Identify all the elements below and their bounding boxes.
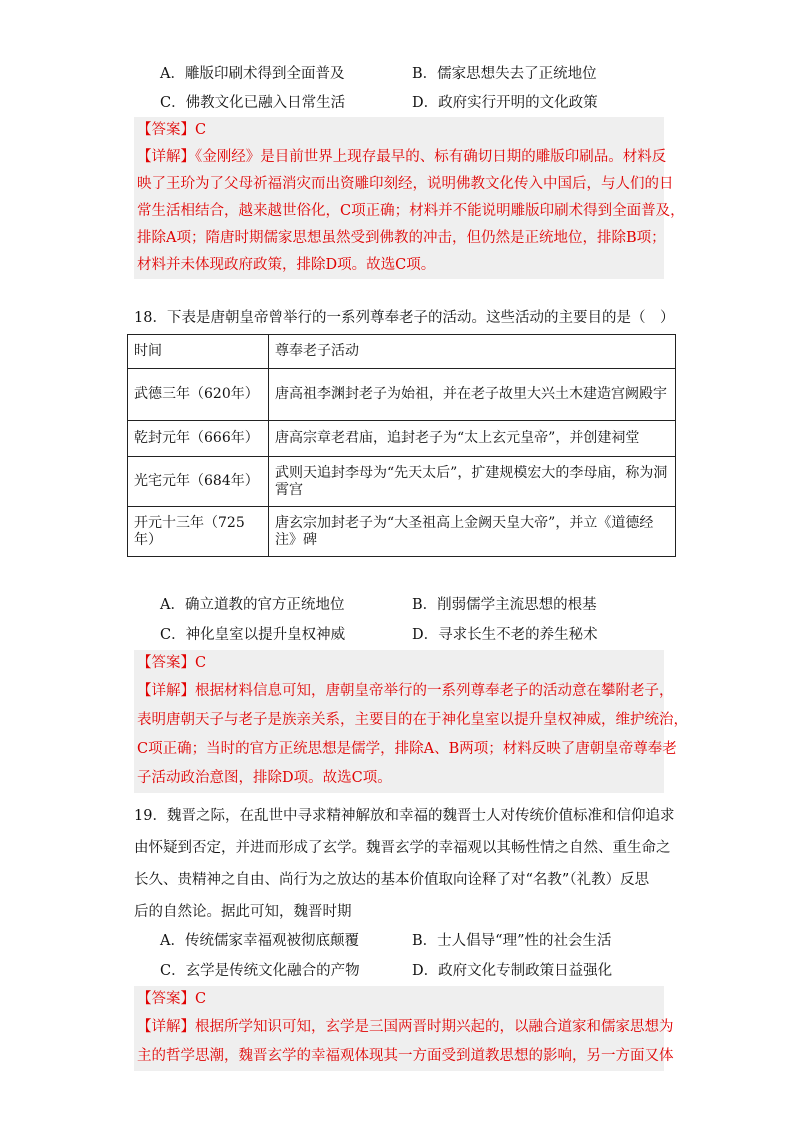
q19-option-c: C．玄学是传统文化融合的产物 bbox=[160, 963, 360, 979]
table-row bbox=[128, 421, 676, 457]
q17-option-d: D．政府实行开明的文化政策 bbox=[412, 95, 598, 111]
q18-option-c: C．神化皇室以提升皇权神威 bbox=[160, 627, 346, 643]
q17-detail-line: 排除A项；隋唐时期儒家思想虽然受到佛教的冲击，但仍然是正统地位，排除B项； bbox=[137, 230, 666, 246]
q19-stem bbox=[134, 800, 674, 928]
q19-detail-line: 主的哲学思潮，魏晋玄学的幸福观体现其一方面受到道教思想的影响，另一方面又体 bbox=[137, 1048, 674, 1064]
q19-answer: 【答案】C bbox=[137, 991, 207, 1007]
table-cell-time: 乾封元年（666年） bbox=[128, 421, 269, 457]
q19-option-d: D．政府文化专制政策日益强化 bbox=[412, 963, 613, 979]
q18-answer: 【答案】C bbox=[137, 655, 207, 671]
table-header-activity: 尊奉老子活动 bbox=[269, 335, 676, 369]
table-row bbox=[128, 507, 676, 557]
q19-option-row-1 bbox=[0, 926, 800, 952]
table-cell-time: 光宅元年（684年） bbox=[128, 457, 269, 507]
q17-detail-line: 映了王玠为了父母祈福消灾而出资雕印刻经，说明佛教文化传入中国后，与人们的日 bbox=[137, 176, 674, 192]
q19-option-a: A．传统儒家幸福观被彻底颠覆 bbox=[160, 933, 359, 949]
q18-option-a: A．确立道教的官方正统地位 bbox=[160, 597, 345, 613]
table-cell-activity: 武则天追封李母为“先天太后”，扩建规模宏大的李母庙，称为洞霄宫 bbox=[269, 457, 676, 507]
q18-stem bbox=[134, 302, 674, 334]
q17-detail-line: 材料并未体现政府政策，排除D项。故选C项。 bbox=[137, 257, 436, 273]
q19-answer-block bbox=[134, 986, 674, 1071]
table-cell-activity: 唐玄宗加封老子为“大圣祖高上金阙天皇大帝”，并立《道德经注》碑 bbox=[269, 507, 676, 557]
q18-option-b: B．削弱儒学主流思想的根基 bbox=[412, 597, 597, 613]
q17-option-c: C．佛教文化已融入日常生活 bbox=[160, 95, 346, 111]
q19-detail-line: 【详解】根据所学知识可知，玄学是三国两晋时期兴起的，以融合道家和儒家思想为 bbox=[137, 1019, 674, 1035]
q18-stem-line: 18．下表是唐朝皇帝曾举行的一系列尊奉老子的活动。这些活动的主要目的是（ ） bbox=[134, 310, 675, 326]
q18-option-row-1 bbox=[0, 590, 800, 616]
q19-stem-line: 由怀疑到否定，并进而形成了玄学。魏晋玄学的幸福观以其畅性情之自然、重生命之 bbox=[134, 840, 671, 856]
q17-answer: 【答案】C bbox=[137, 122, 207, 138]
q17-option-row-1 bbox=[0, 59, 800, 85]
q19-stem-line: 后的自然论。据此可知，魏晋时期 bbox=[134, 904, 352, 920]
q18-option-d: D．寻求长生不老的养生秘术 bbox=[412, 627, 598, 643]
q17-detail-line: 【详解】《金刚经》是目前世界上现存最早的、标有确切日期的雕版印刷品。材料反 bbox=[137, 149, 667, 165]
q19-stem-line: 19．魏晋之际，在乱世中寻求精神解放和幸福的魏晋士人对传统价值标准和信仰追求 bbox=[134, 808, 675, 824]
q19-option-row-2 bbox=[0, 956, 800, 982]
q18-detail-line: 子活动政治意图，排除D项。故选C项。 bbox=[137, 770, 392, 786]
q19-option-b: B．士人倡导“理”性的社会生活 bbox=[412, 933, 612, 949]
q18-detail-line: 表明唐朝天子与老子是族亲关系，主要目的在于神化皇室以提升皇权神威，维护统治， bbox=[137, 712, 688, 728]
q19-stem-line: 长久、贵精神之自由、尚行为之放达的基本价值取向诠释了对“名教”（礼教）反思 bbox=[134, 872, 650, 888]
q17-option-a: A．雕版印刷术得到全面普及 bbox=[160, 66, 345, 82]
q18-option-row-2 bbox=[0, 620, 800, 646]
table-row bbox=[128, 457, 676, 507]
table-cell-activity: 唐高宗章老君庙，追封老子为“太上玄元皇帝”，并创建祠堂 bbox=[269, 421, 676, 457]
q18-detail-line: 【详解】根据材料信息可知，唐朝皇帝举行的一系列尊奉老子的活动意在攀附老子， bbox=[137, 683, 674, 699]
q18-answer-block bbox=[134, 650, 688, 793]
table-header-row bbox=[128, 335, 676, 369]
q17-option-row-2 bbox=[0, 88, 800, 114]
q17-detail-line: 常生活相结合，越来越世俗化，C项正确；材料并不能说明雕版印刷术得到全面普及， bbox=[137, 203, 685, 219]
table-row bbox=[128, 369, 676, 421]
table-cell-time: 开元十三年（725年） bbox=[128, 507, 269, 557]
q18-table bbox=[127, 334, 676, 557]
table-cell-activity: 唐高祖李渊封老子为始祖，并在老子故里大兴土木建造宫阙殿宇 bbox=[269, 369, 676, 421]
table-cell-time: 武德三年（620年） bbox=[128, 369, 269, 421]
table-header-time: 时间 bbox=[128, 335, 269, 369]
q17-option-b: B．儒家思想失去了正统地位 bbox=[412, 66, 597, 82]
q18-detail-line: C项正确；当时的官方正统思想是儒学，排除A、B两项；材料反映了唐朝皇帝尊奉老 bbox=[137, 741, 677, 757]
q17-answer-block bbox=[134, 117, 685, 279]
